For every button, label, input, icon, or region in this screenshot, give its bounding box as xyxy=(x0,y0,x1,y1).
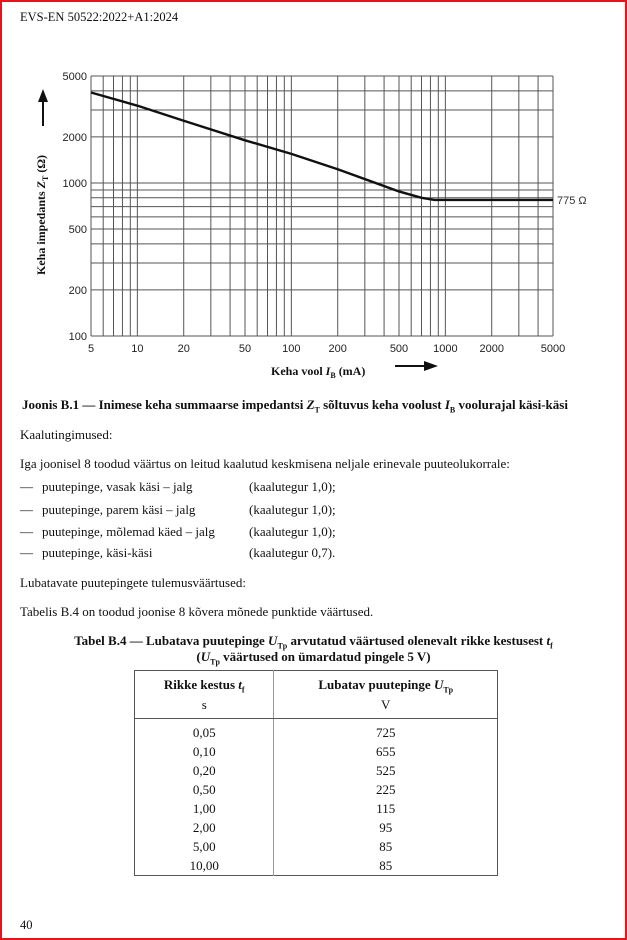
weighting-heading: Kaalutingimused: xyxy=(20,427,113,442)
y-tick-label: 2000 xyxy=(62,131,87,144)
table-unit-row xyxy=(135,695,498,719)
x-tick-label: 500 xyxy=(389,343,409,355)
table-row xyxy=(135,761,498,780)
x-tick-label: 2000 xyxy=(479,343,504,355)
list-item-weight: (kaalutegur 0,7). xyxy=(249,545,336,560)
cell-voltage: 115 xyxy=(274,799,498,818)
table-row xyxy=(135,837,498,856)
page-number: 40 xyxy=(20,918,33,932)
list-dash: — xyxy=(20,479,33,494)
col-header-duration: Rikke kestus $t_f$ xyxy=(163,677,245,695)
col-header-voltage: Lubatav puutepinge $U_{Tp}$ xyxy=(274,671,498,695)
table-caption-line1: Tabel B.4 — Lubatava puutepinge $U_{Tp}$ arvutatud väärtused olenevalt rikke kestusest $t_f$ xyxy=(74,633,553,651)
cell-voltage: 225 xyxy=(274,780,498,799)
cell-duration: 10,00 xyxy=(189,857,219,873)
list-item-weight: (kaalutegur 1,0); xyxy=(249,524,336,539)
results-text: Tabelis B.4 on toodud joonise 8 kõvera mõnede punktide väärtused. xyxy=(20,604,374,619)
cell-voltage: 85 xyxy=(274,837,498,856)
figure-caption: Joonis B.1 — Inimese keha summaarse impedantsi $Z_T$ sõltuvus keha voolust $I_B$ voolurajal käsi-käsi xyxy=(22,397,568,415)
x-axis-label: Keha vool $I_B$ (mA) xyxy=(271,364,366,380)
y-axis-label: Keha impedants $Z_T$ (Ω) xyxy=(34,155,50,275)
list-dash: — xyxy=(20,502,33,517)
cell-duration: 0,20 xyxy=(192,762,216,778)
cell-duration: 5,00 xyxy=(192,838,216,854)
document-id: EVS-EN 50522:2022+A1:2024 xyxy=(20,10,179,24)
annotation-775: 775 Ω xyxy=(557,195,587,207)
list-item-text: puutepinge, parem käsi – jalg xyxy=(42,502,196,517)
cell-voltage: 95 xyxy=(274,818,498,837)
table-row xyxy=(135,818,498,837)
table-header-row xyxy=(135,671,498,695)
weighting-intro: Iga joonisel 8 toodud väärtus on leitud kaalutud keskmisena neljale erinevale puuteolukorrale: xyxy=(20,456,510,471)
cell-voltage: 525 xyxy=(274,761,498,780)
results-heading: Lubatavate puutepingete tulemusväärtused: xyxy=(20,575,246,590)
list-item-weight: (kaalutegur 1,0); xyxy=(249,479,336,494)
table-row xyxy=(135,742,498,761)
cell-duration: 0,50 xyxy=(192,781,216,797)
table-caption-line2: ($U_{Tp}$ väärtused on ümardatud pingele 5 V) xyxy=(196,649,431,667)
chart-grid xyxy=(91,76,553,336)
x-tick-label: 20 xyxy=(177,343,190,355)
y-tick-label: 100 xyxy=(68,331,87,343)
cell-duration: 1,00 xyxy=(192,800,216,816)
cell-duration: 0,05 xyxy=(192,724,216,740)
x-tick-label: 5 xyxy=(87,343,95,355)
y-tick-label: 500 xyxy=(68,224,87,237)
list-item-text: puutepinge, mõlemad käed – jalg xyxy=(42,524,215,539)
table-row xyxy=(135,718,498,742)
table-row xyxy=(135,799,498,818)
list-item-text: puutepinge, vasak käsi – jalg xyxy=(42,479,193,494)
cell-voltage: 85 xyxy=(274,856,498,876)
list-dash: — xyxy=(20,545,33,560)
list-item-weight: (kaalutegur 1,0); xyxy=(249,502,336,517)
list-item-text: puutepinge, käsi-käsi xyxy=(42,545,153,560)
cell-duration: 2,00 xyxy=(192,819,216,835)
unit-voltage: V xyxy=(274,695,498,719)
x-axis-arrow xyxy=(395,361,438,371)
chart-ticks xyxy=(63,71,566,355)
unit-duration: s xyxy=(135,695,274,719)
y-tick-label: 200 xyxy=(68,284,87,297)
table-row xyxy=(135,780,498,799)
x-tick-label: 10 xyxy=(131,343,144,355)
impedance-curve xyxy=(91,93,553,200)
y-axis-arrow xyxy=(38,89,48,126)
cell-voltage: 725 xyxy=(274,718,498,742)
x-tick-label: 1000 xyxy=(433,343,458,355)
x-tick-label: 200 xyxy=(328,343,347,355)
x-tick-label: 5000 xyxy=(540,343,566,355)
y-tick-label: 5000 xyxy=(62,71,87,83)
cell-duration: 0,10 xyxy=(192,743,216,759)
impedance-chart xyxy=(0,60,627,390)
x-tick-label: 50 xyxy=(238,343,252,355)
voltage-table xyxy=(134,670,498,876)
list-dash: — xyxy=(20,524,33,539)
x-tick-label: 100 xyxy=(282,343,301,355)
y-tick-label: 1000 xyxy=(62,177,87,190)
table-row xyxy=(135,856,498,876)
cell-voltage: 655 xyxy=(274,742,498,761)
